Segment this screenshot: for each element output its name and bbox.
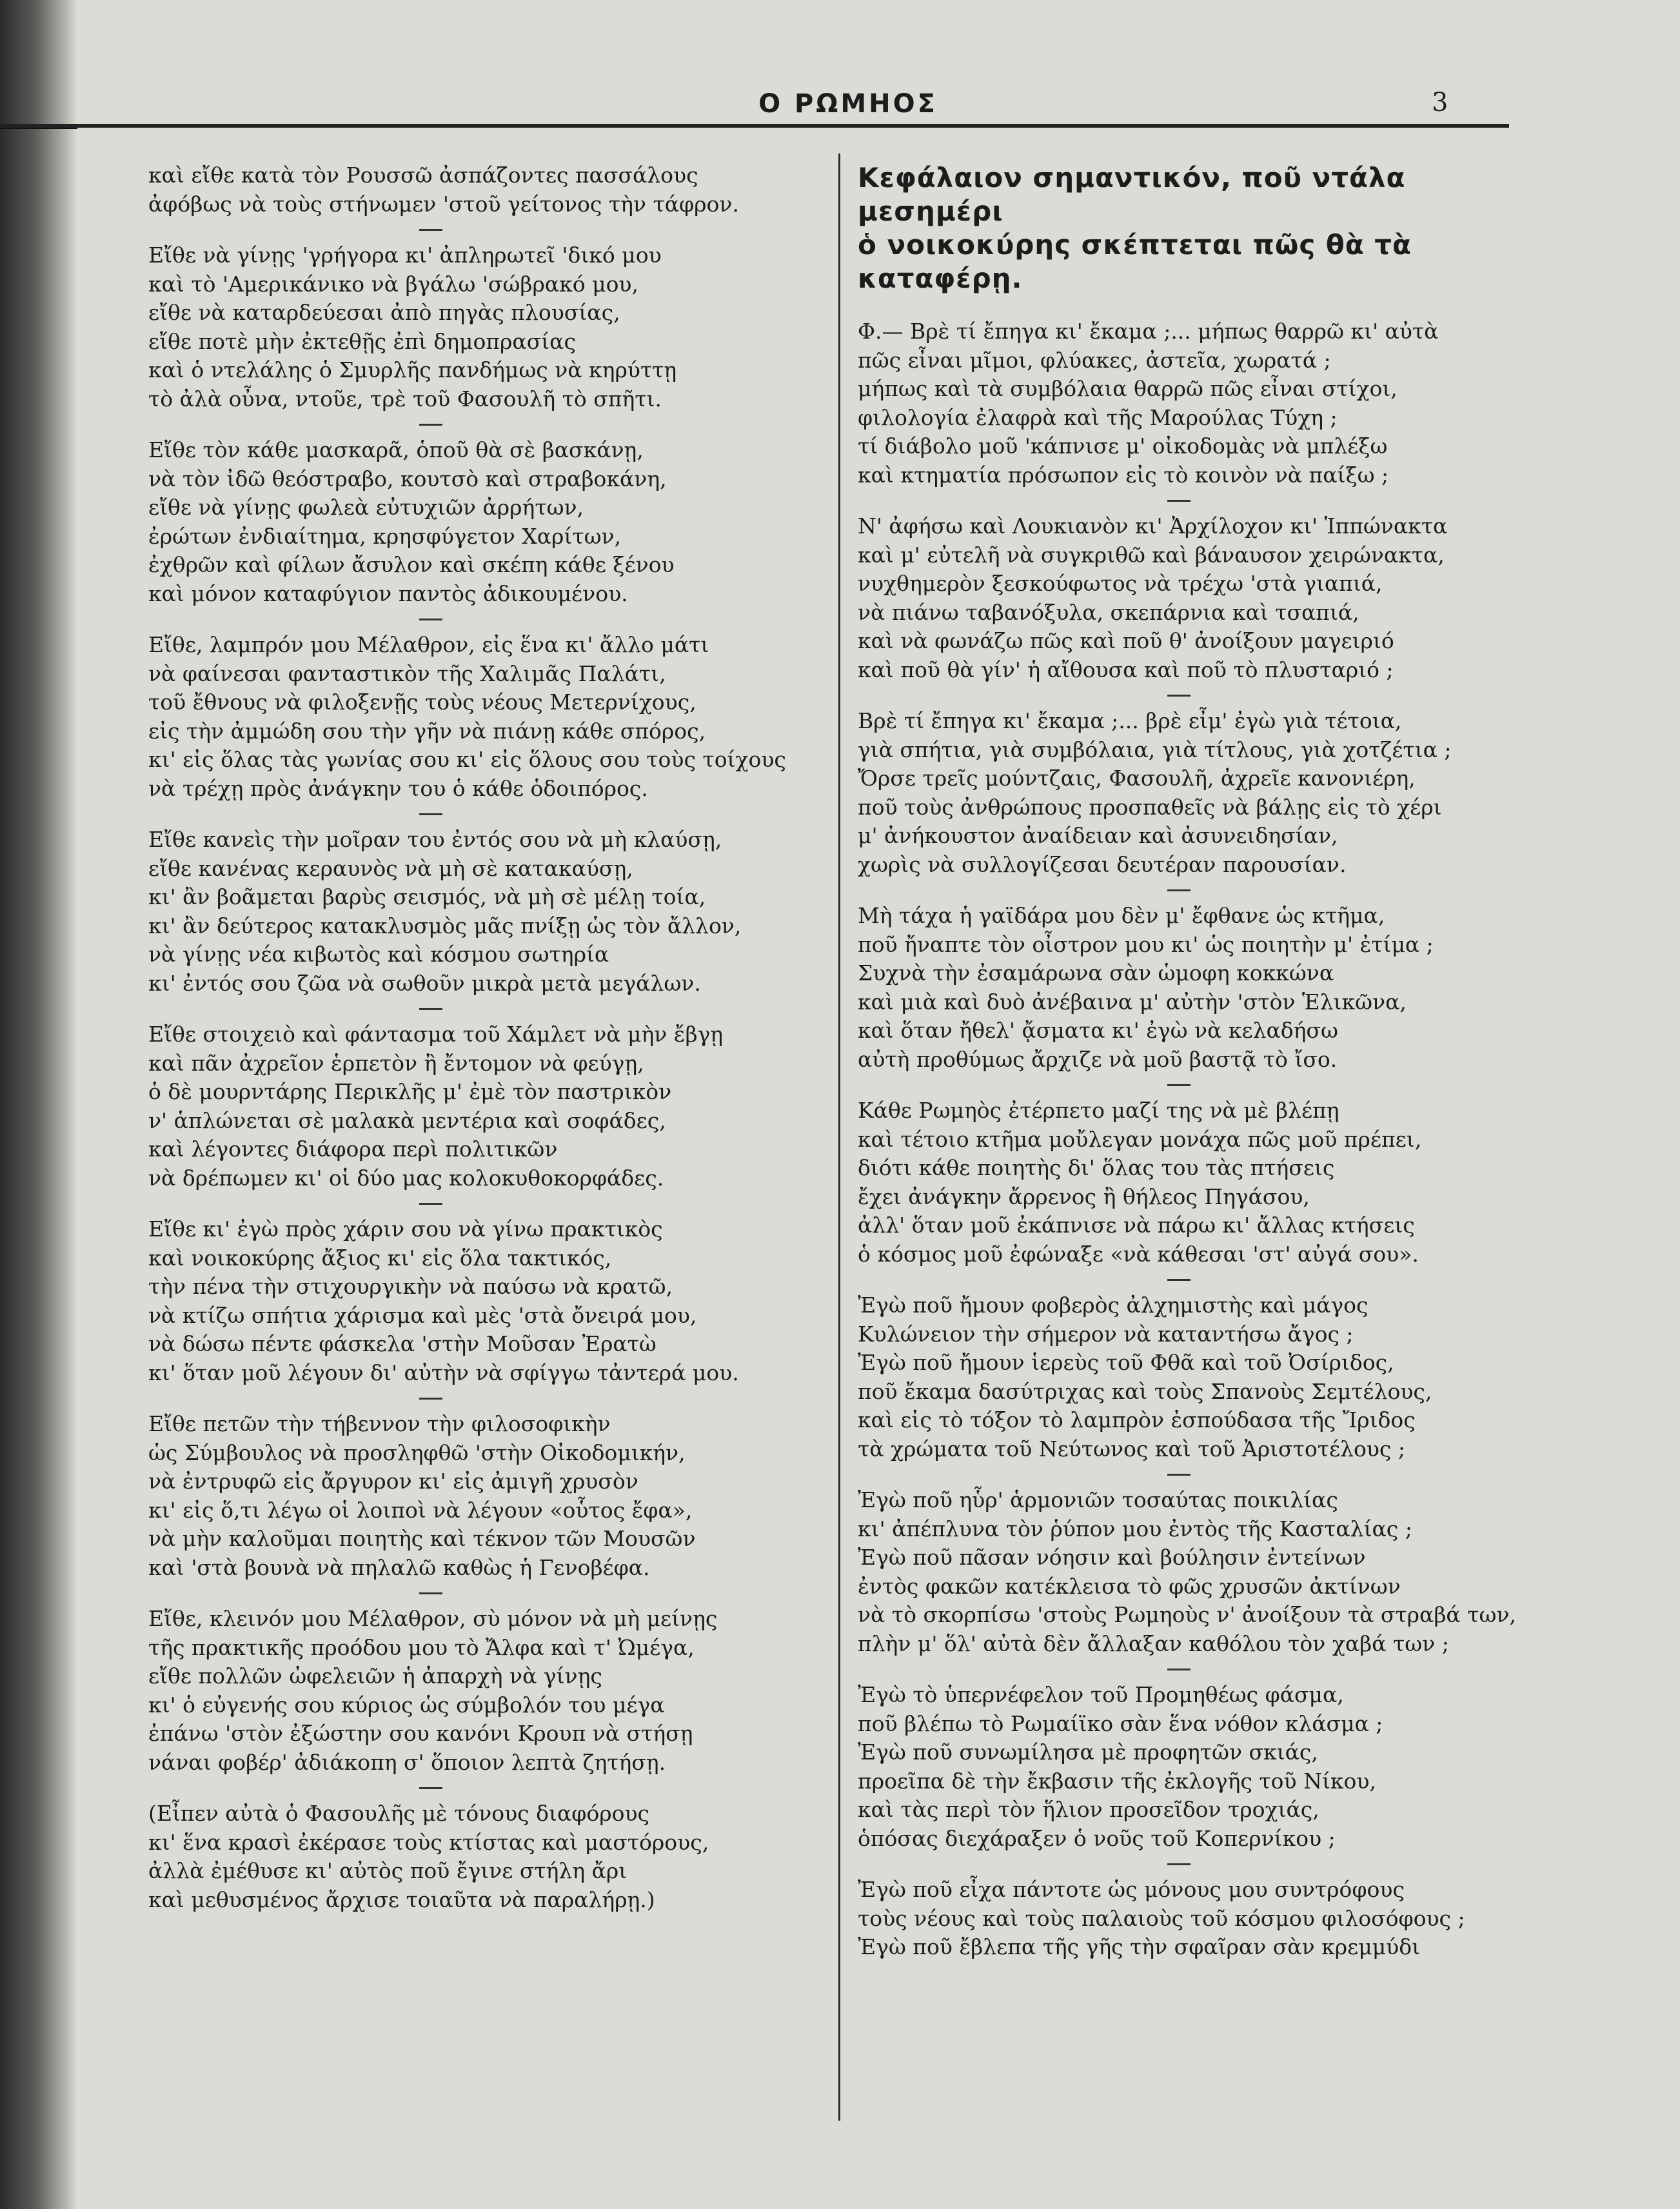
stanza (858, 1876, 1509, 1962)
verse-line: κι' ὅταν μοῦ λέγουν δι' αὐτὴν νὰ σφίγγω τἀντερά μου. (148, 1360, 739, 1385)
verse-line: ἀλλ' ὅταν μοῦ ἐκάπνισε νὰ πάρω κι' ἄλλας κτήσεις (858, 1213, 1415, 1238)
verse-line: Ἐγὼ ποῦ συνωμίλησα μὲ προφητῶν σκιάς, (858, 1739, 1318, 1765)
verse-line: καὶ μ' εὐτελῆ νὰ συγκριθῶ καὶ βάναυσον χειρώνακτα, (858, 542, 1445, 568)
verse-line: Ἐγὼ ποῦ ηὗρ' ἁρμονιῶν τοσαύτας ποικιλίας (858, 1487, 1338, 1512)
stanza (148, 631, 819, 803)
verse-line: Μὴ τάχα ἡ γαϊδάρα μου δὲν μ' ἔφθανε ὡς κτῆμα, (858, 903, 1385, 928)
verse-line: εἴθε ποτὲ μὴν ἐκτεθῇς ἐπὶ δημοπρασίας (148, 328, 576, 354)
verse-line: πῶς εἶναι μῖμοι, φλύακες, ἀστεῖα, χωρατά ; (858, 347, 1331, 373)
verse-line: τῆς πρακτικῆς προόδου μου τὸ Ἄλφα καὶ τ' Ὠμέγα, (148, 1634, 695, 1660)
stanza (148, 1020, 819, 1193)
stanza-separator (1167, 1863, 1191, 1865)
verse-line: ἐρώτων ἐνδιαίτημα, κρησφύγετον Χαρίτων, (148, 523, 622, 549)
verse-line: ὁ δὲ μουρντάρης Περικλῆς μ' ἐμὲ τὸν παστρικὸν (148, 1079, 672, 1104)
stanza (148, 436, 819, 608)
verse-line: ὁπόσας διεχάραξεν ὁ νοῦς τοῦ Κοπερνίκου ; (858, 1825, 1336, 1851)
verse-line: νὰ φαίνεσαι φανταστικὸν τῆς Χαλιμᾶς Παλάτι, (148, 660, 666, 686)
verse-line: ἐπάνω 'στὸν ἐξώστην σου κανόνι Κρουπ νὰ στήσῃ (148, 1721, 693, 1746)
column-divider (838, 154, 840, 2121)
verse-line: ὁ κόσμος μοῦ ἐφώναξε «νὰ κάθεσαι 'στ' αὐγά σου». (858, 1241, 1419, 1267)
verse-line: Ἐγὼ ποῦ εἶχα πάντοτε ὡς μόνους μου συντρόφους (858, 1877, 1405, 1902)
stanza (858, 512, 1509, 684)
verse-line: καὶ τὸ 'Αμερικάνικο νὰ βγάλω 'σώβρακό μου, (148, 271, 638, 297)
verse-line: ποῦ βλέπω τὸ Ρωμαίϊκο σὰν ἕνα νόθον κλάσμα ; (858, 1710, 1383, 1736)
verse-line: Ν' ἀφήσω καὶ Λουκιανὸν κι' Ἀρχίλοχον κι' Ἱππώνακτα (858, 513, 1448, 539)
verse-line: καὶ νὰ φωνάζω πῶς καὶ ποῦ θ' ἀνοίξουν μαγειριό (858, 628, 1394, 653)
stanza-separator (419, 1203, 442, 1205)
verse-line: νὰ τὸ σκορπίσω 'στοὺς Ρωμηοὺς ν' ἀνοίξουν τὰ στραβά των, (858, 1602, 1516, 1627)
stanza (148, 1605, 819, 1777)
verse-line: νὰ γίνῃς νέα κιβωτὸς καὶ κόσμου σωτηρία (148, 942, 609, 967)
verse-line: Εἴθε νὰ γίνῃς 'γρήγορα κι' ἀπληρωτεῖ 'δικό μου (148, 243, 662, 268)
verse-line: καὶ πᾶν ἀχρεῖον ἑρπετὸν ἢ ἔντομον νὰ φεύγῃ, (148, 1050, 644, 1076)
stanza (858, 1096, 1509, 1269)
verse-line: Ἐγὼ ποῦ πᾶσαν νόησιν καὶ βούλησιν ἐντείνων (858, 1545, 1366, 1570)
verse-line: κι' εἰς ὅλας τὰς γωνίας σου κι' εἰς ὅλους σου τοὺς τοίχους (148, 747, 786, 772)
verse-line: Εἴθε πετῶν τὴν τήβεννον τὴν φιλοσοφικὴν (148, 1411, 611, 1436)
verse-line: νυχθημερὸν ξεσκούφωτος νὰ τρέχω 'στὰ γιαπιά, (858, 571, 1383, 596)
verse-line: τοὺς νέους καὶ τοὺς παλαιοὺς τοῦ κόσμου φιλοσόφους ; (858, 1905, 1465, 1931)
verse-line: κι' ἂν βοᾶμεται βαρὺς σεισμός, νὰ μὴ σὲ μέλῃ τοία, (148, 884, 706, 909)
stanza-separator (419, 1398, 442, 1400)
stanza-separator (419, 424, 442, 426)
stanza (148, 161, 819, 219)
stanza (148, 826, 819, 998)
article-headline (858, 161, 1509, 295)
headline-line: ὁ νοικοκύρης σκέπτεται πῶς θὰ τὰ καταφέρῃ. (858, 229, 1412, 294)
stanza (858, 1486, 1516, 1658)
verse-line: ἔχει ἀνάγκην ἄρρενος ἢ θήλεος Πηγάσου, (858, 1184, 1310, 1209)
verse-line: τὴν πένα τὴν στιχουργικὴν νὰ παύσω νὰ κρατῶ, (148, 1274, 673, 1299)
stanza-separator (419, 1008, 442, 1010)
verse-line: Κάθε Ρωμηὸς ἐτέρπετο μαζί της νὰ μὲ βλέπῃ (858, 1098, 1339, 1123)
verse-line: νὰ πιάνω ταβανόξυλα, σκεπάρνια καὶ τσαπιά, (858, 599, 1359, 625)
stanza (858, 317, 1509, 490)
stanza-separator (1167, 1084, 1191, 1086)
stanza-separator (1167, 889, 1191, 891)
stanza (858, 1291, 1509, 1463)
stanza-separator (419, 1592, 442, 1594)
verse-line: κι' εἰς ὅ,τι λέγω οἱ λοιποὶ νὰ λέγουν «οὗτος ἔφα», (148, 1497, 693, 1523)
verse-line: νὰ κτίζω σπήτια χάρισμα καὶ μὲς 'στὰ ὄνειρά μου, (148, 1302, 697, 1328)
verse-line: τοῦ ἔθνους νὰ φιλοξενῇς τοὺς νέους Μετερνίχους, (148, 689, 697, 715)
verse-line: καὶ νοικοκύρης ἄξιος κι' εἰς ὅλα τακτικός, (148, 1245, 612, 1271)
verse-line: εἰς τὴν ἀμμώδη σου τὴν γῆν νὰ πιάνῃ κάθε σπόρος, (148, 718, 706, 744)
stanza-separator (1167, 1279, 1191, 1281)
verse-line: Ἐγὼ τὸ ὑπερνέφελον τοῦ Προμηθέως φάσμα, (858, 1682, 1344, 1707)
verse-line: νὰ μὴν καλοῦμαι ποιητὴς καὶ τέκνον τῶν Μουσῶν (148, 1526, 696, 1551)
verse-line: Εἴθε, κλεινόν μου Μέλαθρον, σὺ μόνον νὰ μὴ μείνῃς (148, 1606, 718, 1631)
verse-line: ν' ἁπλώνεται σὲ μαλακὰ μεντέρια καὶ σοφάδες, (148, 1107, 666, 1133)
stanza (858, 1681, 1509, 1853)
verse-line: διότι κάθε ποιητὴς δι' ὅλας του τὰς πτήσεις (858, 1155, 1335, 1180)
verse-line: μήπως καὶ τὰ συμβόλαια θαρρῶ πῶς εἶναι στίχοι, (858, 376, 1398, 401)
newspaper-title: Ο ΡΩΜΗΟΣ (758, 89, 938, 119)
verse-line: Ἐγὼ ποῦ ἔβλεπα τῆς γῆς τὴν σφαῖραν σὰν κρεμμύδι (858, 1934, 1421, 1959)
verse-line: κι' ἀπέπλυνα τὸν ῥύπον μου ἐντὸς τῆς Κασταλίας ; (858, 1516, 1412, 1541)
verse-line: αὐτὴ προθύμως ἄρχιζε νὰ μοῦ βαστᾷ τὸ ἴσο. (858, 1046, 1338, 1072)
verse-line: τὰ χρώματα τοῦ Νεύτωνος καὶ τοῦ Ἀριστοτέλους ; (858, 1436, 1405, 1461)
verse-line: καὶ μιὰ καὶ δυὸ ἀνέβαινα μ' αὐτὴν 'στὸν Ἑλικῶνα, (858, 989, 1407, 1015)
stanza (148, 1799, 819, 1914)
verse-line: ἐντὸς φακῶν κατέκλεισα τὸ φῶς χρυσῶν ἀκτίνων (858, 1573, 1401, 1599)
verse-line: καὶ τὰς περὶ τὸν ἥλιον προσεῖδον τροχιάς, (858, 1797, 1319, 1822)
verse-line: Ἐγὼ ποῦ ἤμουν φοβερὸς ἀλχημιστὴς καὶ μάγος (858, 1293, 1369, 1318)
verse-line: καὶ λέγοντες διάφορα περὶ πολιτικῶν (148, 1136, 558, 1162)
verse-line: Εἴθε κανεὶς τὴν μοῖραν του ἐντός σου νὰ μὴ κλαύσῃ, (148, 827, 722, 852)
verse-line: Εἴθε κι' ἐγὼ πρὸς χάριν σου νὰ γίνω πρακτικὸς (148, 1216, 663, 1242)
verse-line: νάναι φοβέρ' ἀδιάκοπη σ' ὅποιον λεπτὰ ζητήσῃ. (148, 1749, 666, 1775)
stanza (858, 902, 1509, 1074)
verse-line: χωρὶς νὰ συλλογίζεσαι δευτέραν παρουσίαν. (858, 851, 1347, 877)
verse-line: ποῦ τοὺς ἀνθρώπους προσπαθεῖς νὰ βάλῃς εἰς τὸ χέρι (858, 794, 1442, 820)
verse-line: νὰ τρέχῃ πρὸς ἀνάγκην του ὁ κάθε ὁδοιπόρος. (148, 775, 648, 801)
left-column (148, 161, 819, 1914)
headline-line: Κεφάλαιον σημαντικόν, ποῦ ντάλα μεσημέρι (858, 162, 1406, 227)
verse-line: νὰ τὸν ἰδῶ θεόστραβο, κουτσὸ καὶ στραβοκάνη, (148, 466, 667, 491)
stanza (148, 1410, 819, 1582)
stanza-separator (419, 229, 442, 231)
stanza (148, 1215, 819, 1387)
verse-line: μ' ἀνήκουστον ἀναίδειαν καὶ ἀσυνειδησίαν, (858, 823, 1338, 848)
verse-line: ποῦ ἔκαμα δασύτριχας καὶ τοὺς Σπανοὺς Σεμτέλους, (858, 1378, 1432, 1404)
verse-line: κι' ἂν δεύτερος κατακλυσμὸς μᾶς πνίξῃ ὡς τὸν ἄλλον, (148, 913, 742, 938)
verse-line: Εἴθε στοιχειὸ καὶ φάντασμα τοῦ Χάμλετ νὰ μὴν ἔβγῃ (148, 1022, 724, 1047)
verse-line: εἴθε νὰ καταρδεύεσαι ἀπὸ πηγὰς πλουσίας, (148, 300, 620, 325)
verse-line: καὶ εἰς τὸ τόξον τὸ λαμπρὸν ἐσπούδασα τῆς Ἴριδος (858, 1407, 1416, 1432)
verse-line: τί διάβολο μοῦ 'κάπνισε μ' οἰκοδομὰς νὰ μπλέξω (858, 433, 1388, 459)
verse-line: φιλολογία ἐλαφρὰ καὶ τῆς Μαρούλας Τύχη ; (858, 404, 1338, 430)
verse-line: (Εἶπεν αὐτὰ ὁ Φασουλῆς μὲ τόνους διαφόρους (148, 1801, 650, 1826)
right-column-body (858, 317, 1516, 1962)
verse-line: ἀφόβως νὰ τοὺς στήνωμεν 'στοῦ γείτονος τὴν τάφρον. (148, 191, 739, 217)
verse-line: καὶ εἴθε κατὰ τὸν Ρουσσῶ ἀσπάζοντες πασσάλους (148, 163, 698, 188)
page-number: 3 (1432, 88, 1448, 117)
verse-line: καὶ ὁ ντελάλης ὁ Σμυρλῆς πανδήμως νὰ κηρύττῃ (148, 357, 677, 382)
verse-line: καὶ ὅταν ἤθελ' ᾄσματα κι' ἐγὼ νὰ κελαδήσω (858, 1018, 1338, 1043)
stanza (148, 241, 819, 413)
verse-line: καὶ μεθυσμένος ἄρχισε τοιαῦτα νὰ παραλήρῃ.) (148, 1887, 655, 1912)
verse-line: νὰ δρέπωμεν κι' οἱ δύο μας κολοκυθοκορφάδες. (148, 1165, 664, 1191)
right-column (858, 161, 1516, 1962)
stanza-separator (1167, 1474, 1191, 1476)
verse-line: εἴθε πολλῶν ὠφελειῶν ἡ ἀπαρχὴ νὰ γίνῃς (148, 1663, 602, 1689)
verse-line: Εἴθε, λαμπρόν μου Μέλαθρον, εἰς ἕνα κι' ἄλλο μάτι (148, 632, 709, 657)
verse-line: τὸ ἀλὰ οὖνα, ντοῦε, τρὲ τοῦ Φασουλῆ τὸ σπῆτι. (148, 386, 662, 411)
verse-line: εἴθε νὰ γίνῃς φωλεὰ εὐτυχιῶν ἀρρήτων, (148, 495, 584, 520)
verse-line: ἀλλὰ ἐμέθυσε κι' αὐτὸς ποῦ ἔγινε στήλη ἄρι (148, 1858, 628, 1883)
verse-line: Συχνὰ τὴν ἐσαμάρωνα σὰν ὡμοφη κοκκώνα (858, 960, 1334, 986)
verse-line: Κυλώνειον τὴν σήμερον νὰ καταντήσω ἄγος ; (858, 1321, 1354, 1347)
header-rule (0, 124, 1509, 128)
verse-line: ὡς Σύμβουλος νὰ προσληφθῶ 'στὴν Οἰκοδομικήν, (148, 1440, 686, 1465)
verse-line: ποῦ ἤναπτε τὸν οἶστρον μου κι' ὡς ποιητὴν μ' ἐτίμα ; (858, 931, 1434, 957)
verse-line: γιὰ σπήτια, γιὰ συμβόλαια, γιὰ τίτλους, γιὰ χοτζέτια ; (858, 737, 1452, 762)
verse-line: καὶ 'στὰ βουνὰ νὰ πηλαλῶ καθὼς ἡ Γενοβέφα. (148, 1554, 650, 1580)
stanza-separator (419, 1787, 442, 1789)
verse-line: κι' ὁ εὐγενής σου κύριος ὡς σύμβολόν του μέγα (148, 1692, 665, 1718)
verse-line: νὰ δώσω πέντε φάσκελα 'στὴν Μοῦσαν Ἐρατὼ (148, 1331, 657, 1356)
verse-line: πλὴν μ' ὅλ' αὐτὰ δὲν ἄλλαξαν καθόλου τὸν χαβά των ; (858, 1630, 1449, 1656)
verse-line: εἴθε κανένας κεραυνὸς νὰ μὴ σὲ κατακαύσῃ, (148, 855, 633, 881)
stanza (858, 707, 1509, 879)
verse-line: καὶ τέτοιο κτῆμα μοὔλεγαν μονάχα πῶς μοῦ πρέπει, (858, 1126, 1422, 1152)
verse-line: νὰ ἐντρυφῶ εἰς ἄργυρον κι' εἰς ἀμιγῆ χρυσὸν (148, 1469, 638, 1494)
verse-line: καὶ κτηματία πρόσωπον εἰς τὸ κοινὸν νὰ παίξω ; (858, 462, 1389, 488)
stanza-separator (1167, 500, 1191, 502)
verse-line: καὶ ποῦ θὰ γίν' ἡ αἴθουσα καὶ ποῦ τὸ πλυσταριό ; (858, 657, 1394, 682)
verse-line: Εἴθε τὸν κάθε μασκαρᾶ, ὁποῦ θὰ σὲ βασκάνῃ, (148, 437, 644, 462)
verse-line: ἐχθρῶν καὶ φίλων ἄσυλον καὶ σκέπη κάθε ξένου (148, 552, 675, 577)
stanza-separator (419, 813, 442, 815)
verse-line: Φ.— Βρὲ τί ἔπηγα κι' ἔκαμα ;... μήπως θαρρῶ κι' αὐτὰ (858, 319, 1439, 344)
verse-line: προεῖπα δὲ τὴν ἔκβασιν τῆς ἐκλογῆς τοῦ Νίκου, (858, 1768, 1376, 1794)
stanza-separator (419, 619, 442, 620)
verse-line: κι' ἕνα κρασὶ ἐκέρασε τοὺς κτίστας καὶ μαστόρους, (148, 1829, 709, 1855)
verse-line: Ἐγὼ ποῦ ἤμουν ἱερεὺς τοῦ Φθᾶ καὶ τοῦ Ὀσίριδος, (858, 1350, 1394, 1375)
verse-line: κι' ἐντός σου ζῶα νὰ σωθοῦν μικρὰ μετὰ μεγάλων. (148, 970, 701, 996)
page-binding-edge (0, 0, 77, 2209)
verse-line: καὶ μόνον καταφύγιον παντὸς ἀδικουμένου. (148, 580, 628, 606)
stanza-separator (1167, 1669, 1191, 1670)
verse-line: Ὄρσε τρεῖς μούντζαις, Φασουλῆ, ἀχρεῖε κανονιέρη, (858, 766, 1416, 791)
verse-line: Βρὲ τί ἔπηγα κι' ἔκαμα ;... βρὲ εἶμ' ἐγὼ γιὰ τέτοια, (858, 708, 1402, 733)
stanza-separator (1167, 695, 1191, 697)
